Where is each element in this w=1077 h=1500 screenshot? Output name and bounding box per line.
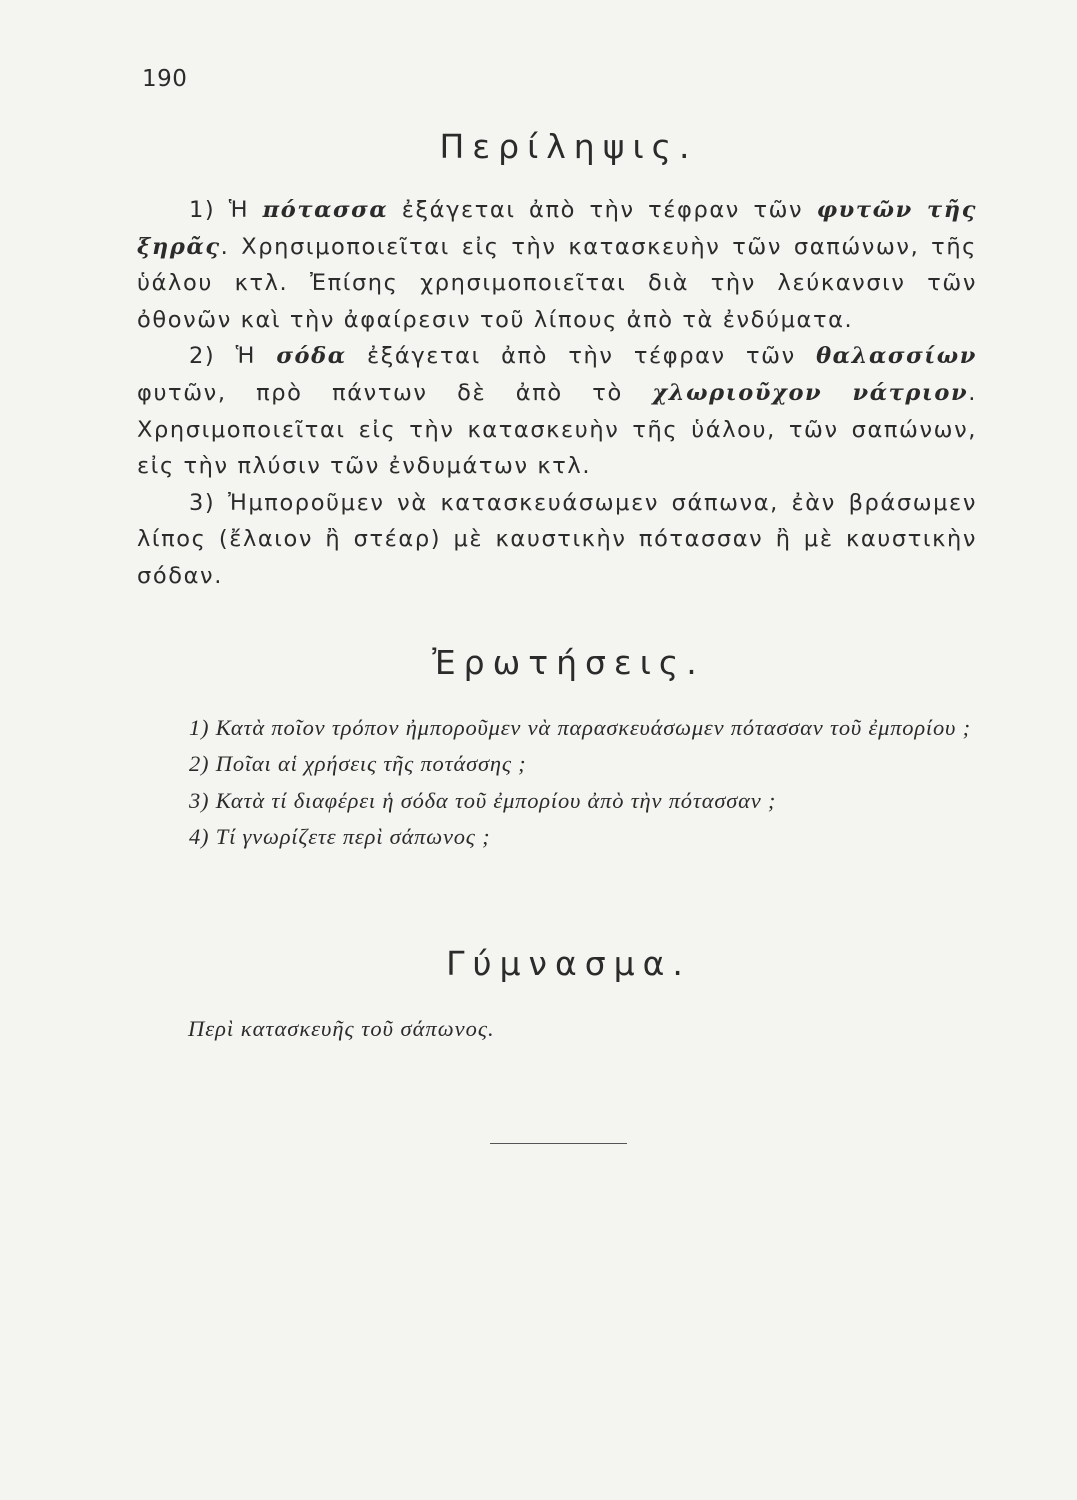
questions-section (137, 710, 977, 856)
summary-paragraph-1 (137, 192, 977, 338)
questions-heading: Ἐρωτήσεις. (432, 643, 705, 682)
exercise-text: Περὶ κατασκευῆς τοῦ σάπωνος. (188, 1016, 495, 1041)
p1-a: 1) Ἡ (189, 197, 263, 223)
question-1: 1) Κατὰ ποῖον τρόπον ἠμποροῦμεν νὰ παρασκευάσωμεν πότασσαν τοῦ ἐμπορίου ; (189, 715, 971, 740)
exercise-heading: Γύμνασμα. (446, 944, 691, 983)
term-sodium-chloride: χλωριοῦχον νάτριον (652, 379, 969, 406)
question-3: 3) Κατὰ τί διαφέρει ἡ σόδα τοῦ ἐμπορίου ἀπὸ τὴν πότασσαν ; (189, 787, 777, 813)
summary-paragraph-2 (137, 338, 977, 484)
page-number: 190 (142, 66, 188, 92)
summary-section (137, 192, 977, 595)
question-4: 4) Τί γνωρίζετε περὶ σάπωνος ; (189, 824, 491, 850)
term-land-plants: φυτῶν τῆς ξηρᾶς (137, 197, 977, 260)
p2-c: ἐξάγεται ἀπὸ τὴν τέφραν τῶν (346, 343, 817, 370)
p1-e: . Χρησιμοποιεῖται εἰς τὴν κατασκευὴν τῶν σαπώνων, τῆς ὑάλου κτλ. Ἐπίσης χρησιμοποιεῖται διὰ τὴν λεύκανσιν τῶν ὀθονῶν καὶ τὴν ἀφαίρεσιν τοῦ λίπους ἀπὸ τὰ ἐνδύματα. (137, 233, 977, 333)
summary-heading: Περίληψις. (439, 127, 698, 166)
p1-c: ἐξάγεται ἀπὸ τὴν τέφραν τῶν (388, 197, 817, 223)
term-potassa: πότασσα (262, 197, 389, 223)
p2-g: . Χρησιμοποιεῖται εἰς τὴν κατασκευὴν τῆς ὑάλου, τῶν σαπώνων, εἰς τὴν πλύσιν τῶν ἐνδυμάτων κτλ. (137, 379, 977, 480)
question-2: 2) Ποῖαι αἱ χρήσεις τῆς ποτάσσης ; (189, 751, 527, 777)
p2-a: 2) Ἡ (189, 343, 277, 370)
p2-e: φυτῶν, πρὸ πάντων δὲ ἀπὸ τὸ (137, 379, 653, 406)
term-soda: σόδα (276, 343, 347, 370)
summary-paragraph-3: 3) Ἠμποροῦμεν νὰ κατασκευάσωμεν σάπωνα, ἐὰν βράσωμεν λίπος (ἔλαιον ἢ στέαρ) μὲ καυστικὴν πότασσαν ἢ μὲ καυστικὴν σόδαν. (137, 489, 977, 589)
term-sea-plants: θαλασσίων (816, 343, 977, 370)
end-rule (490, 1143, 627, 1144)
